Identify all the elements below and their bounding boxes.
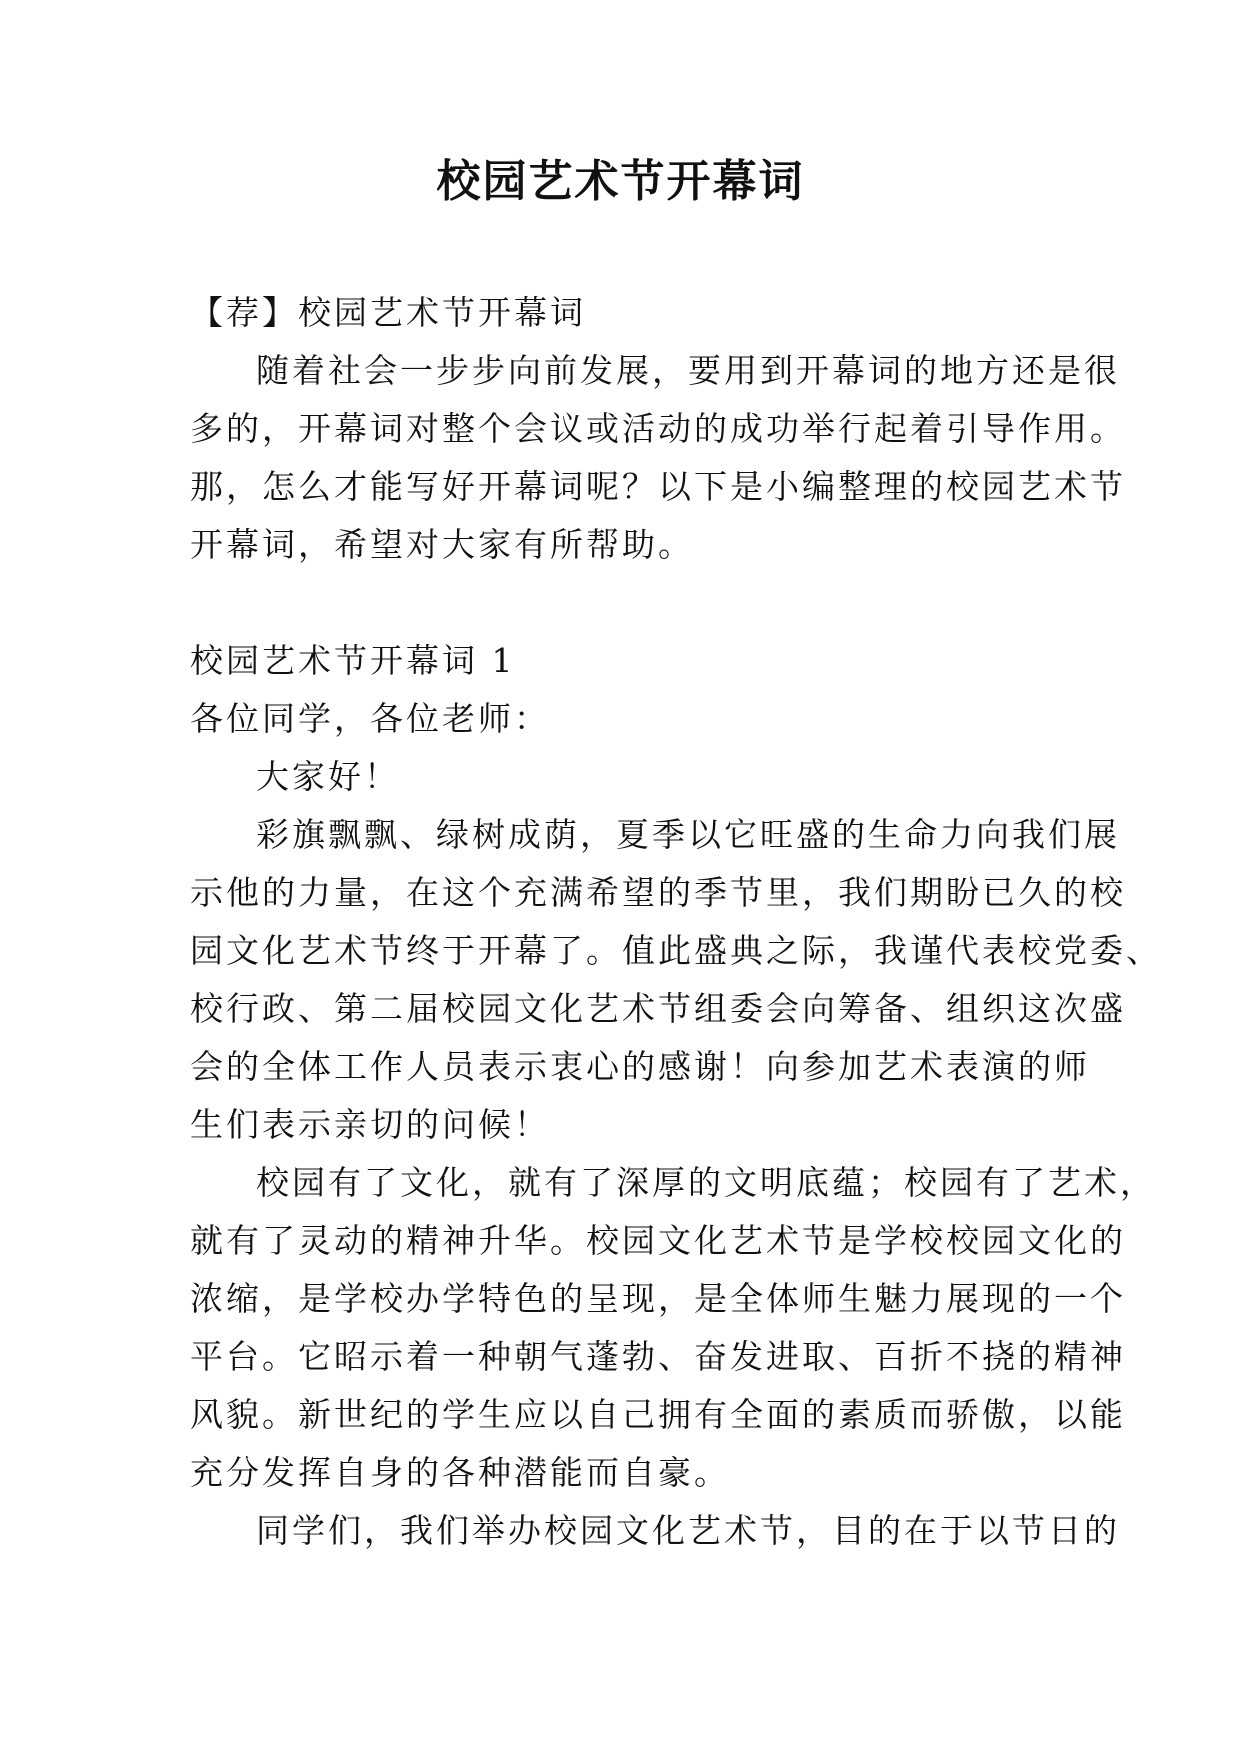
paragraph-line: 校行政、第二届校园文化艺术节组委会向筹备、组织这次盛	[190, 989, 1126, 1028]
greeting: 大家好！	[256, 757, 400, 796]
document-title: 校园艺术节开幕词	[436, 156, 805, 207]
paragraph-line: 彩旗飘飘、绿树成荫，夏季以它旺盛的生命力向我们展	[256, 815, 1120, 854]
intro-paragraph-line: 那，怎么才能写好开幕词呢？以下是小编整理的校园艺术节	[190, 467, 1126, 506]
paragraph-line: 同学们，我们举办校园文化艺术节，目的在于以节日的	[256, 1511, 1120, 1550]
document-body	[190, 284, 1162, 1560]
paragraph-line: 示他的力量，在这个充满希望的季节里，我们期盼已久的校	[190, 873, 1126, 912]
paragraph-line: 生们表示亲切的问候！	[190, 1105, 550, 1144]
paragraph-line: 就有了灵动的精神升华。校园文化艺术节是学校校园文化的	[190, 1221, 1126, 1260]
intro-paragraph-line: 随着社会一步步向前发展，要用到开幕词的地方还是很	[256, 351, 1120, 390]
section-heading: 校园艺术节开幕词 1	[190, 641, 516, 680]
recommend-heading: 【荐】校园艺术节开幕词	[190, 293, 586, 332]
intro-paragraph-line: 开幕词，希望对大家有所帮助。	[190, 525, 694, 564]
paragraph-line: 会的全体工作人员表示衷心的感谢！向参加艺术表演的师	[190, 1047, 1090, 1086]
intro-paragraph-line: 多的，开幕词对整个会议或活动的成功举行起着引导作用。	[190, 409, 1126, 448]
paragraph-line: 充分发挥自身的各种潜能而自豪。	[190, 1453, 730, 1492]
paragraph-line: 园文化艺术节终于开幕了。值此盛典之际，我谨代表校党委、	[190, 931, 1162, 970]
paragraph-line: 浓缩，是学校办学特色的呈现，是全体师生魅力展现的一个	[190, 1279, 1126, 1318]
paragraph-line: 风貌。新世纪的学生应以自己拥有全面的素质而骄傲，以能	[190, 1395, 1126, 1434]
paragraph-line: 平台。它昭示着一种朝气蓬勃、奋发进取、百折不挠的精神	[190, 1337, 1126, 1376]
paragraph-line: 校园有了文化，就有了深厚的文明底蕴；校园有了艺术，	[256, 1163, 1156, 1202]
salutation: 各位同学，各位老师：	[190, 699, 550, 738]
